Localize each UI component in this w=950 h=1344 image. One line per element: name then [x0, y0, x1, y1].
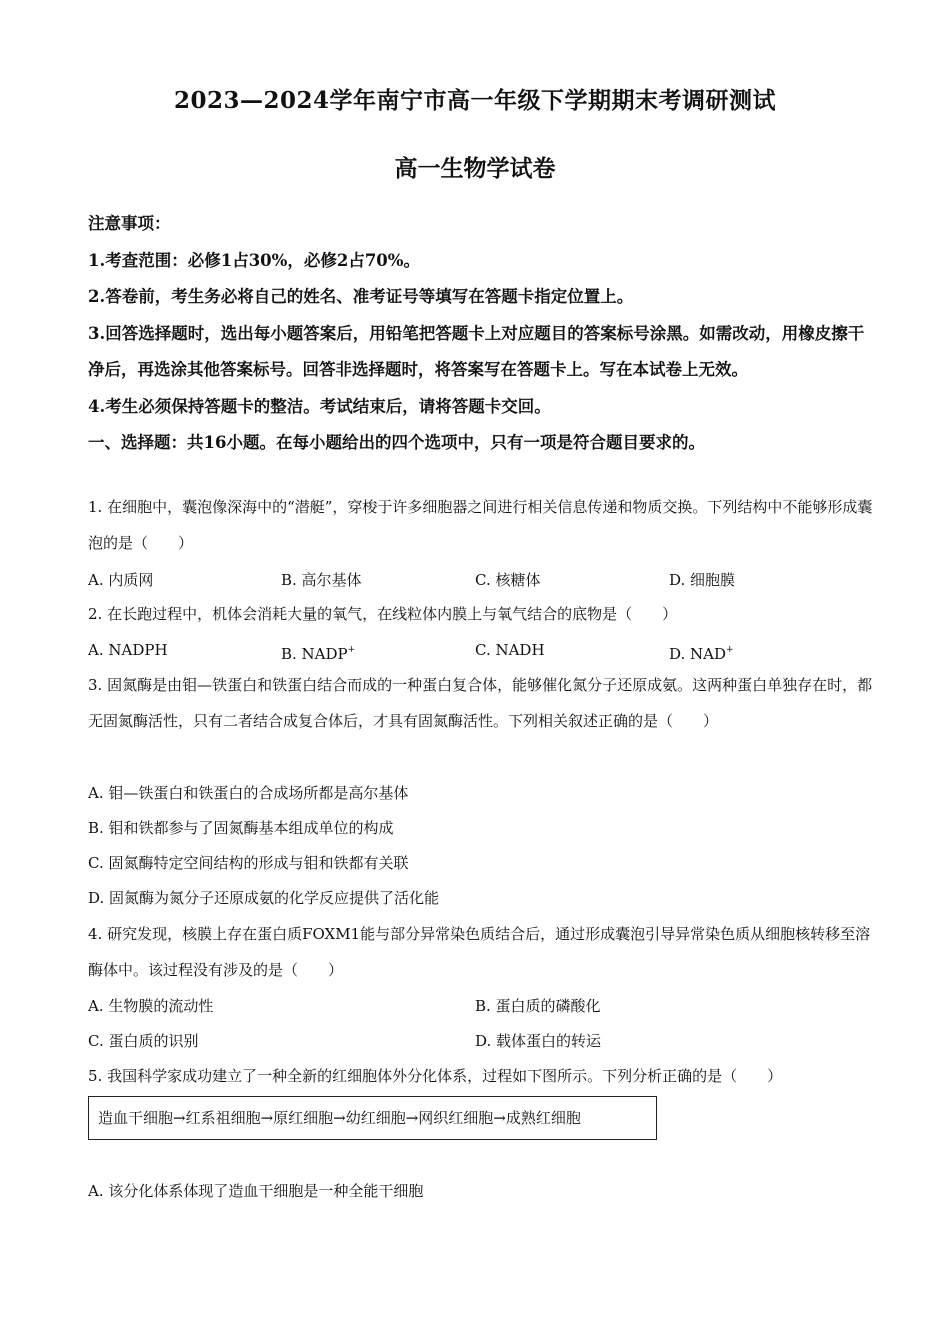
option-c: C. 蛋白质的识别: [88, 1032, 199, 1050]
superscript-plus: +: [347, 645, 356, 655]
question-5-option-a: A. 该分化体系体现了造血干细胞是一种全能干细胞: [88, 1182, 424, 1200]
option-b-text: B. NADP: [281, 645, 348, 663]
notice-item: 4.考生必须保持答题卡的整洁。考试结束后，请将答题卡交回。: [88, 396, 551, 416]
question-2-stem: [88, 597, 878, 633]
question-stem-text: 3. 固氮酶是由钼—铁蛋白和铁蛋白结合而成的一种蛋白复合体，能够催化氮分子还原成氨。这两种蛋白单独存在时，都无固氮酶活性，只有二者结合成复合体后，才具有固氮酶活性。下列相关叙述正确的是（ ）: [88, 676, 873, 730]
option-b: B. 高尔基体: [281, 571, 362, 589]
notice-item: 1.考查范围：必修1占30%，必修2占70%。: [88, 250, 420, 270]
superscript-plus: +: [726, 645, 734, 655]
option-c: C. 核糖体: [475, 571, 541, 589]
question-5-stem: [88, 1059, 878, 1095]
exam-subtitle: 高一生物学试卷: [394, 155, 556, 182]
question-1-options: [88, 562, 878, 598]
question-4-options-row1: [88, 988, 878, 1024]
question-2-options: [88, 632, 878, 668]
question-stem-text: 4. 研究发现，核膜上存在蛋白质FOXM1能与部分异常染色质结合后，通过形成囊泡引导异常染色质从细胞核转移至溶酶体中。该过程没有涉及的是（ ）: [88, 925, 871, 979]
question-stem-text: 2. 在长跑过程中，机体会消耗大量的氧气，在线粒体内膜上与氧气结合的底物是（ ）: [88, 605, 678, 623]
question-3-option-a: A. 钼—铁蛋白和铁蛋白的合成场所都是高尔基体: [88, 784, 409, 802]
notice-item: 2.答卷前，考生务必将自己的姓名、准考证号等填写在答题卡指定位置上。: [88, 287, 634, 306]
notice-heading: 注意事项：: [88, 214, 171, 233]
option-d: D. 载体蛋白的转运: [475, 1032, 602, 1050]
option-d: [669, 632, 734, 672]
option-a: A. 生物膜的流动性: [88, 997, 214, 1015]
question-stem-text: 5. 我国科学家成功建立了一种全新的红细胞体外分化体系，过程如下图所示。下列分析正确的是（ ）: [88, 1067, 783, 1085]
option-d: D. 细胞膜: [669, 571, 736, 589]
option-a: A. 内质网: [88, 571, 154, 589]
notice-item: 3.回答选择题时，选出每小题答案后，用铅笔把答题卡上对应题目的答案标号涂黑。如需改动，用橡皮擦干净后，再选涂其他答案标号。回答非选择题时，将答案写在答题卡上。写在本试卷上无效。: [88, 323, 865, 379]
question-3-option-d: D. 固氮酶为氮分子还原成氨的化学反应提供了活化能: [88, 889, 440, 907]
question-stem-text: 1. 在细胞中，囊泡像深海中的“潜艇”，穿梭于许多细胞器之间进行相关信息传递和物质交换。下列结构中不能够形成囊泡的是（ ）: [88, 498, 873, 552]
option-b: B. 蛋白质的磷酸化: [475, 997, 601, 1015]
differentiation-flow-box: 造血干细胞→红系祖细胞→原红细胞→幼红细胞→网织红细胞→成熟红细胞: [88, 1096, 657, 1140]
notice-section: [88, 206, 868, 462]
question-4-options-row2: [88, 1023, 878, 1059]
option-a: A. NADPH: [88, 641, 168, 659]
question-3-option-b: B. 钼和铁都参与了固氮酶基本组成单位的构成: [88, 819, 394, 837]
option-d-text: D. NAD: [669, 645, 727, 663]
exam-title: 2023—2024学年南宁市高一年级下学期期末考调研测试: [173, 87, 777, 114]
question-3-stem: [88, 668, 878, 739]
question-3-option-c: C. 固氮酶特定空间结构的形成与钼和铁都有关联: [88, 854, 409, 872]
option-b: [281, 632, 355, 672]
question-4-stem: [88, 917, 878, 988]
section-heading: 一、选择题：共16小题。在每小题给出的四个选项中，只有一项是符合题目要求的。: [88, 433, 705, 452]
question-1-stem: [88, 490, 878, 561]
option-c: C. NADH: [475, 641, 545, 659]
